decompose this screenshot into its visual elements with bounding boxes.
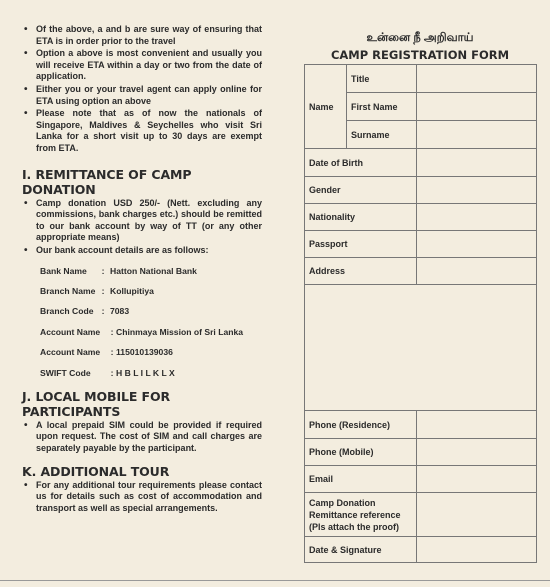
remittance-field[interactable] [417,493,537,537]
list-item: • A local prepaid SIM could be provided if required upon request. The cost of SIM and call charges are separately payable by the participant. [22,420,262,455]
remittance-label: Camp Donation Remittance reference (Pls attach the proof) [305,493,417,537]
bank-value: Hatton National Bank [110,265,197,276]
list-item: • Option a above is most convenient and usually you will receive ETA within a day or two from the date of application. [22,48,262,83]
list-item: • Camp donation USD 250/- (Nett. excluding any commissions, bank charges etc.) should be remitted to our bank account by way of TT (or any other appropriate means) [22,198,262,244]
bank-value: Kollupitiya [110,286,154,297]
list-item: • Please note that as of now the nationals of Singapore, Maldives & Seychelles who visit Sri Lanka for a short visit up to 30 days are exempt from ETA. [22,108,262,154]
phone-residence-label: Phone (Residence) [305,411,417,439]
email-field[interactable] [417,466,537,493]
gender-label: Gender [305,177,417,204]
bank-row: SWIFT Code : H B L I L K L X [40,367,175,378]
passport-label: Passport [305,231,417,258]
dob-field[interactable] [417,149,537,177]
section-k-heading: K. ADDITIONAL TOUR [22,463,170,479]
registration-form [304,30,536,563]
list-item: • Of the above, a and b are sure way of ensuring that ETA is in order prior to the travel [22,24,262,47]
surname-field[interactable] [417,121,537,149]
title-label: Title [347,65,417,93]
bank-label: Account Name [40,347,101,358]
passport-field[interactable] [417,231,537,258]
surname-label: Surname [347,121,417,149]
bank-value: 115010139036 [116,347,173,358]
bank-details [40,261,262,383]
intro-bullets [22,24,262,155]
section-i-bullets [22,198,262,257]
section-j-bullets [22,420,262,455]
name-label: Name [305,65,347,149]
list-item: • Our bank account details are as follows: [22,245,262,257]
first-name-label: First Name [347,93,417,121]
bank-row: Branch Name : Kollupitiya [40,286,154,297]
address-label: Address [305,258,417,285]
bank-row: Account Name : Chinmaya Mission of Sri Lanka [40,326,244,337]
list-item: • Either you or your travel agent can apply online for ETA using option an above [22,84,262,107]
phone-mobile-field[interactable] [417,439,537,466]
phone-mobile-label: Phone (Mobile) [305,439,417,466]
bank-label: Bank Name [40,265,87,276]
dob-label: Date of Birth [305,149,417,177]
signature-label: Date & Signature [305,537,417,563]
bank-value: H B L I L K L X [116,367,175,378]
form-title: CAMP REGISTRATION FORM [330,48,510,62]
form-table [304,64,537,563]
bank-label: SWIFT Code [40,367,91,378]
section-i-heading: I. REMITTANCE OF CAMP DONATION [22,166,192,197]
bank-label: Branch Name [40,286,96,297]
bank-row: Account Name : 115010139036 [40,347,173,358]
bank-value: 7083 [110,306,130,317]
signature-field[interactable] [417,537,537,563]
phone-residence-field[interactable] [417,411,537,439]
nationality-field[interactable] [417,204,537,231]
address-area[interactable] [305,285,537,411]
list-item: • For any additional tour requirements please contact us for details such as cost of accommodation and transport as well as special arrangements. [22,480,262,515]
title-field[interactable] [417,65,537,93]
bank-label: Account Name [40,326,101,337]
tamil-motto: உன்னை நீ அறிவாய் [366,32,474,44]
nationality-label: Nationality [305,204,417,231]
gender-field[interactable] [417,177,537,204]
section-j-heading: J. LOCAL MOBILE FOR PARTICIPANTS [22,388,171,419]
bank-value: Chinmaya Mission of Sri Lanka [116,326,244,337]
address-field[interactable] [417,258,537,285]
bottom-divider [0,580,550,581]
bank-row: Branch Code : 7083 [40,306,130,317]
bank-row: Bank Name : Hatton National Bank [40,265,197,276]
section-k-bullets [22,480,262,515]
left-column [22,24,262,515]
email-label: Email [305,466,417,493]
first-name-field[interactable] [417,93,537,121]
bank-label: Branch Code [40,306,94,317]
